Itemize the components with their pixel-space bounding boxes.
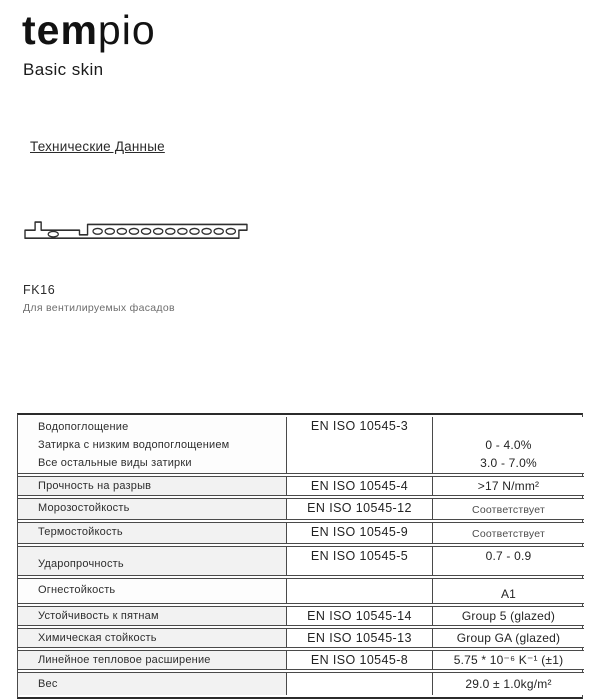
spec-value: Соответствует bbox=[472, 504, 545, 516]
spec-row bbox=[18, 498, 584, 520]
spec-value bbox=[433, 418, 584, 436]
spec-label: Морозостойкость bbox=[38, 502, 130, 514]
spec-standard: EN ISO 10545-4 bbox=[310, 479, 409, 493]
spec-label-cell bbox=[18, 628, 286, 648]
spec-standard-cell bbox=[286, 417, 432, 474]
spec-value: 3.0 - 7.0% bbox=[480, 456, 537, 470]
spec-standard-cell bbox=[286, 522, 432, 544]
product-code: FK16 bbox=[23, 283, 56, 297]
spec-value: >17 N/mm² bbox=[477, 479, 540, 493]
spec-label-cell bbox=[18, 522, 286, 544]
spec-value: 5.75 * 10⁻⁶ K⁻¹ (±1) bbox=[453, 653, 564, 667]
spec-label: Прочность на разрыв bbox=[38, 480, 152, 492]
spec-standard-cell bbox=[286, 606, 432, 626]
spec-standard: EN ISO 10545-9 bbox=[310, 525, 409, 539]
spec-value-cell bbox=[432, 628, 584, 648]
spec-label: Ударопрочность bbox=[38, 558, 124, 570]
spec-standard: EN ISO 10545-3 bbox=[310, 419, 409, 433]
spec-label-cell bbox=[18, 578, 286, 604]
spec-label-cell bbox=[18, 650, 286, 670]
spec-row bbox=[18, 628, 584, 648]
spec-row bbox=[18, 672, 584, 695]
spec-row bbox=[18, 417, 584, 474]
spec-value: Group 5 (glazed) bbox=[461, 609, 556, 623]
spec-standard-cell bbox=[286, 628, 432, 648]
spec-label: Термостойкость bbox=[38, 526, 123, 538]
spec-standard-cell bbox=[286, 476, 432, 496]
spec-value: 0.7 - 0.9 bbox=[485, 549, 532, 563]
spec-standard: EN ISO 10545-5 bbox=[310, 549, 409, 563]
spec-table-body bbox=[18, 417, 584, 695]
spec-value: 0 - 4.0% bbox=[485, 438, 532, 452]
spec-label: Линейное тепловое расширение bbox=[38, 654, 211, 666]
spec-standard: EN ISO 10545-12 bbox=[307, 501, 412, 515]
spec-standard-cell bbox=[286, 650, 432, 670]
spec-value: A1 bbox=[500, 587, 517, 601]
spec-label-cell bbox=[18, 672, 286, 695]
spec-row bbox=[18, 578, 584, 604]
spec-value-cell bbox=[432, 650, 584, 670]
brand-logo bbox=[22, 8, 156, 53]
spec-label: Затирка с низким водопоглощением bbox=[38, 439, 230, 451]
brand-logo-light: pio bbox=[97, 7, 156, 53]
panel-cross-section-drawing bbox=[24, 214, 252, 244]
spec-standard: EN ISO 10545-13 bbox=[307, 631, 412, 645]
spec-standard-cell bbox=[286, 578, 432, 604]
spec-standard: EN ISO 10545-8 bbox=[310, 653, 409, 667]
spec-label-cell bbox=[18, 417, 286, 474]
spec-value: Group GA (glazed) bbox=[456, 631, 561, 645]
spec-value-cell bbox=[432, 578, 584, 604]
spec-standard bbox=[287, 580, 432, 596]
spec-label-cell bbox=[18, 476, 286, 496]
spec-label-cell bbox=[18, 606, 286, 626]
spec-label: Водопоглощение bbox=[38, 421, 129, 433]
brand-logo-bold: tem bbox=[22, 7, 98, 53]
spec-row bbox=[18, 522, 584, 544]
spec-value-cell bbox=[432, 546, 584, 576]
section-heading: Технические Данные bbox=[30, 139, 165, 154]
spec-value-cell bbox=[432, 476, 584, 496]
spec-standard bbox=[287, 674, 432, 694]
spec-value-cell bbox=[432, 498, 584, 520]
spec-label: Огнестойкость bbox=[38, 584, 116, 596]
spec-row bbox=[18, 650, 584, 670]
spec-standard-cell bbox=[286, 672, 432, 695]
spec-row bbox=[18, 476, 584, 496]
spec-standard-cell bbox=[286, 546, 432, 576]
spec-value-cell bbox=[432, 606, 584, 626]
spec-label-cell bbox=[18, 546, 286, 576]
spec-row bbox=[18, 546, 584, 576]
spec-value: Соответствует bbox=[472, 528, 545, 540]
spec-standard: EN ISO 10545-14 bbox=[307, 609, 412, 623]
spec-value-cell bbox=[432, 417, 584, 474]
spec-value: 29.0 ± 1.0kg/m² bbox=[465, 677, 552, 691]
spec-table bbox=[17, 413, 583, 699]
spec-label: Химическая стойкость bbox=[38, 632, 157, 644]
brand-subtitle: Basic skin bbox=[23, 60, 104, 79]
spec-label: Вес bbox=[38, 678, 58, 690]
spec-label: Все остальные виды затирки bbox=[38, 457, 192, 469]
spec-label: Устойчивость к пятнам bbox=[38, 610, 159, 622]
spec-row bbox=[18, 606, 584, 626]
spec-standard-cell bbox=[286, 498, 432, 520]
spec-value-cell bbox=[432, 672, 584, 695]
spec-label-cell bbox=[18, 498, 286, 520]
spec-value-cell bbox=[432, 522, 584, 544]
product-description: Для вентилируемых фасадов bbox=[23, 302, 175, 314]
